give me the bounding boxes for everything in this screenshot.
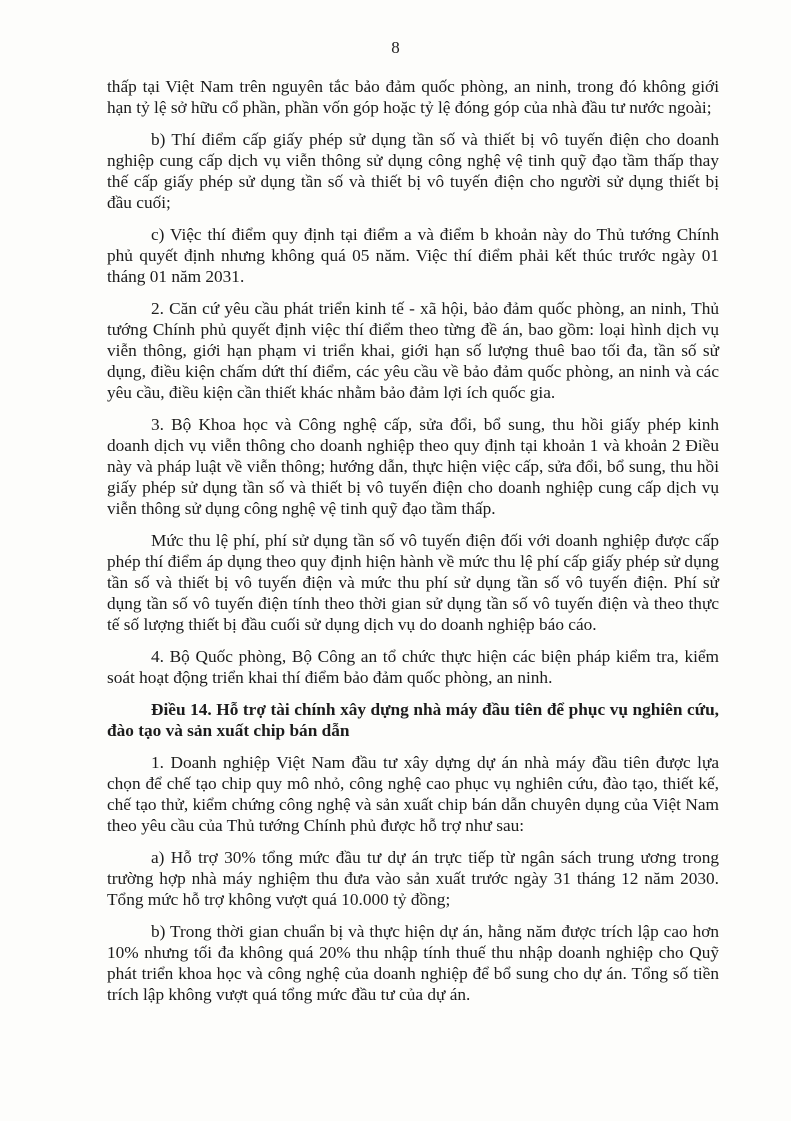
article-14-point-b: b) Trong thời gian chuẩn bị và thực hiện dự án, hằng năm được trích lập cao hơn 10% nhưng tối đa không quá 20% thu nhập tính thuế thu nhập doanh nghiệp cho Quỹ phát triển khoa học và công nghệ của doanh nghiệp để bổ sung cho dự án. Tổng số tiền trích lập không vượt quá tổng mức đầu tư của dự án. bbox=[107, 922, 719, 1004]
article-14-point-a: a) Hỗ trợ 30% tổng mức đầu tư dự án trực tiếp từ ngân sách trung ương trong trường hợp nhà máy nghiệm thu đưa vào sản xuất trước ngày 31 tháng 12 năm 2030. Tổng mức hỗ trợ không vượt quá 10.000 tỷ đồng; bbox=[107, 848, 719, 909]
article-14-clause-1: 1. Doanh nghiệp Việt Nam đầu tư xây dựng dự án nhà máy đầu tiên được lựa chọn để chế tạo chip quy mô nhỏ, công nghệ cao phục vụ nghiên cứu, đào tạo, thiết kế, chế tạo thử, kiểm chứng công nghệ và sản xuất chip bán dẫn chuyên dụng của Việt Nam theo yêu cầu của Thủ tướng Chính phủ được hỗ trợ như sau: bbox=[107, 753, 719, 835]
paragraph-point-b: b) Thí điểm cấp giấy phép sử dụng tần số và thiết bị vô tuyến điện cho doanh nghiệp cung cấp dịch vụ viễn thông sử dụng công nghệ vệ tinh quỹ đạo tầm thấp thay thế cấp giấy phép sử dụng tần số và thiết bị vô tuyến điện cho người sử dụng thiết bị đầu cuối; bbox=[107, 130, 719, 212]
paragraph-clause-3: 3. Bộ Khoa học và Công nghệ cấp, sửa đổi, bổ sung, thu hồi giấy phép kinh doanh dịch vụ viễn thông cho doanh nghiệp theo quy định tại khoản 1 và khoản 2 Điều này và pháp luật về viễn thông; hướng dẫn, thực hiện việc cấp, sửa đổi, bổ sung, thu hồi giấy phép sử dụng tần số và thiết bị vô tuyến điện cho doanh nghiệp cung cấp dịch vụ viễn thông sử dụng công nghệ vệ tinh quỹ đạo tầm thấp. bbox=[107, 415, 719, 518]
paragraph-clause-2: 2. Căn cứ yêu cầu phát triển kinh tế - xã hội, bảo đảm quốc phòng, an ninh, Thủ tướng Chính phủ quyết định việc thí điểm theo từng đề án, bao gồm: loại hình dịch vụ viễn thông, giới hạn phạm vi triển khai, giới hạn số lượng thuê bao tối đa, tần số sử dụng, điều kiện chấm dứt thí điểm, các yêu cầu về bảo đảm quốc phòng, an ninh và các yêu cầu, điều kiện cần thiết khác nhằm bảo đảm lợi ích quốc gia. bbox=[107, 299, 719, 402]
paragraph-fee: Mức thu lệ phí, phí sử dụng tần số vô tuyến điện đối với doanh nghiệp được cấp phép thí điểm áp dụng theo quy định hiện hành về mức thu lệ phí cấp giấy phép sử dụng tần số và thiết bị vô tuyến điện và mức thu phí sử dụng tần số vô tuyến điện. Phí sử dụng tần số vô tuyến điện tính theo thời gian sử dụng tần số vô tuyến điện và theo thực tế số lượng thiết bị đầu cuối sử dụng dịch vụ do doanh nghiệp báo cáo. bbox=[107, 531, 719, 634]
paragraph-continuation: thấp tại Việt Nam trên nguyên tắc bảo đảm quốc phòng, an ninh, trong đó không giới hạn tỷ lệ sở hữu cổ phần, phần vốn góp hoặc tỷ lệ đóng góp của nhà đầu tư nước ngoài; bbox=[107, 77, 719, 117]
paragraph-clause-4: 4. Bộ Quốc phòng, Bộ Công an tổ chức thực hiện các biện pháp kiểm tra, kiểm soát hoạt động triển khai thí điểm bảo đảm quốc phòng, an ninh. bbox=[107, 647, 719, 687]
page-number: 8 bbox=[391, 38, 400, 57]
paragraph-point-c: c) Việc thí điểm quy định tại điểm a và điểm b khoản này do Thủ tướng Chính phủ quyết định nhưng không quá 05 năm. Việc thí điểm phải kết thúc trước ngày 01 tháng 01 năm 2031. bbox=[107, 225, 719, 286]
document-body bbox=[107, 76, 719, 1016]
article-14-heading: Điều 14. Hỗ trợ tài chính xây dựng nhà máy đầu tiên để phục vụ nghiên cứu, đào tạo và sản xuất chip bán dẫn bbox=[107, 700, 719, 740]
